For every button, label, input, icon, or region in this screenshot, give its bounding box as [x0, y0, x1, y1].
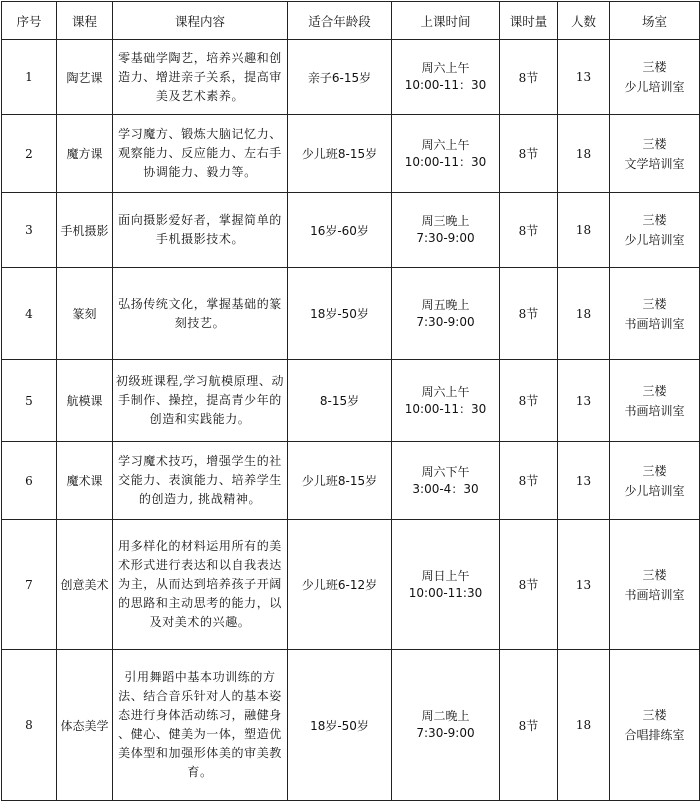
cell-content-line: 造力、增进亲子关系，提高审 [118, 69, 282, 84]
cell-sessions: 8节 [500, 115, 558, 193]
cell-sessions: 8节 [500, 650, 558, 801]
cell-age: 亲子6-15岁 [288, 40, 392, 115]
cell-sessions: 8节 [500, 442, 558, 520]
cell-venue-line: 合唱排练室 [624, 728, 685, 742]
cell-content-line: 为主，从而达到培养孩子开阔 [118, 577, 282, 591]
cell-content [113, 193, 288, 268]
cell-time-line: 3:00-4：30 [412, 481, 479, 496]
cell-index: 6 [2, 442, 57, 520]
cell-venue-line: 少儿培训室 [624, 483, 685, 498]
cell-count: 18 [558, 268, 610, 360]
cell-time-line: 10:00-11：30 [404, 154, 487, 169]
cell-venue-line: 三楼 [642, 60, 667, 74]
cell-content-line: 刻技艺。 [174, 315, 226, 330]
cell-time [392, 360, 500, 442]
cell-course: 篆刻 [57, 268, 113, 360]
cell-venue-line: 书画培训室 [624, 403, 685, 418]
cell-sessions: 8节 [500, 520, 558, 650]
cell-time-line: 周日上午 [421, 568, 470, 583]
cell-content-line: 的思路和主动思考的能力，以 [118, 596, 282, 610]
cell-time-line: 周六上午 [421, 137, 470, 152]
cell-age: 16岁-60岁 [288, 193, 392, 268]
cell-time-line: 7:30-9:00 [416, 726, 475, 740]
cell-content-line: 法、结合音乐针对人的基本姿 [118, 689, 282, 703]
cell-venue-line: 三楼 [642, 383, 667, 398]
cell-course: 创意美术 [57, 520, 113, 650]
cell-time [392, 442, 500, 520]
cell-count: 13 [558, 40, 610, 115]
table-row [2, 193, 700, 268]
header-row [2, 2, 700, 40]
header-sessions: 课时量 [500, 2, 558, 40]
cell-time [392, 115, 500, 193]
cell-sessions: 8节 [500, 40, 558, 115]
cell-venue-line: 书画培训室 [624, 316, 685, 331]
cell-course: 体态美学 [57, 650, 113, 801]
cell-content-line: 育。 [187, 765, 213, 779]
cell-sessions: 8节 [500, 268, 558, 360]
cell-venue [610, 193, 700, 268]
cell-time-line: 10:00-11:30 [408, 585, 483, 600]
cell-time-line: 周二晚上 [421, 709, 470, 723]
cell-time [392, 268, 500, 360]
cell-time [392, 520, 500, 650]
cell-venue-line: 三楼 [642, 213, 667, 227]
cell-content-line: 的创造力, 挑战精神。 [138, 492, 262, 506]
table-row [2, 360, 700, 442]
cell-venue-line: 三楼 [642, 708, 667, 722]
cell-course: 航模课 [57, 360, 113, 442]
cell-venue-line: 三楼 [642, 136, 667, 151]
cell-time-line: 周五晚上 [421, 297, 470, 312]
cell-content-line: 观察能力、反应能力、左右手 [118, 146, 282, 160]
cell-venue-line: 少儿培训室 [624, 80, 685, 94]
cell-content-line: 引用舞蹈中基本功训练的方 [124, 670, 276, 684]
table-row [2, 40, 700, 115]
cell-course: 魔方课 [57, 115, 113, 193]
table-row [2, 520, 700, 650]
cell-index: 1 [2, 40, 57, 115]
cell-index: 3 [2, 193, 57, 268]
cell-count: 18 [558, 115, 610, 193]
cell-age: 少儿班8-15岁 [288, 115, 392, 193]
table-row [2, 442, 700, 520]
cell-age: 18岁-50岁 [288, 650, 392, 801]
cell-content-line: 初级班课程,学习航模原理、动 [115, 374, 285, 388]
cell-count: 13 [558, 442, 610, 520]
cell-content [113, 115, 288, 193]
cell-content-line: 创造和实践能力。 [149, 412, 251, 426]
cell-venue [610, 650, 700, 801]
table-body [2, 40, 700, 801]
cell-content-line: 及对美术的兴趣。 [149, 615, 251, 629]
cell-time-line: 7:30-9:00 [416, 314, 475, 329]
cell-age: 少儿班6-12岁 [288, 520, 392, 650]
cell-content [113, 650, 288, 801]
cell-content-line: 学习魔术技巧，增强学生的社 [118, 454, 282, 468]
cell-index: 5 [2, 360, 57, 442]
table-row [2, 115, 700, 193]
course-schedule-table [1, 1, 700, 801]
cell-age: 8-15岁 [288, 360, 392, 442]
cell-count: 18 [558, 193, 610, 268]
cell-count: 13 [558, 360, 610, 442]
cell-time-line: 10:00-11：30 [404, 78, 487, 92]
cell-content-line: 美及艺术素养。 [155, 88, 245, 103]
cell-content-line: 美体型和加强形体美的审美教 [118, 746, 282, 760]
cell-content-line: 面向摄影爱好者，掌握简单的 [118, 213, 282, 227]
header-count: 人数 [558, 2, 610, 40]
cell-content-line: 协调能力、毅力等。 [143, 165, 257, 179]
cell-sessions: 8节 [500, 193, 558, 268]
cell-content-line: 用多样化的材料运用所有的美 [118, 539, 282, 553]
cell-venue-line: 三楼 [642, 296, 667, 311]
cell-time-line: 周三晚上 [421, 214, 470, 228]
cell-venue [610, 268, 700, 360]
cell-content [113, 40, 288, 115]
cell-time [392, 40, 500, 115]
cell-content-line: 术形式进行表达和以自我表达 [118, 558, 282, 572]
cell-venue [610, 520, 700, 650]
cell-venue-line: 三楼 [642, 463, 667, 478]
table-row [2, 650, 700, 801]
cell-venue [610, 360, 700, 442]
cell-time-line: 10:00-11：30 [404, 401, 487, 416]
cell-time-line: 周六下午 [421, 464, 470, 479]
header-venue: 场室 [610, 2, 700, 40]
header-index: 序号 [2, 2, 57, 40]
cell-sessions: 8节 [500, 360, 558, 442]
cell-time [392, 193, 500, 268]
cell-content [113, 520, 288, 650]
cell-course: 手机摄影 [57, 193, 113, 268]
table-row [2, 268, 700, 360]
cell-content-line: 手机摄影技术。 [155, 232, 245, 246]
cell-time-line: 周六上午 [421, 384, 470, 399]
cell-venue [610, 115, 700, 193]
cell-time-line: 周六上午 [421, 61, 470, 75]
cell-venue [610, 40, 700, 115]
cell-index: 8 [2, 650, 57, 801]
cell-content-line: 学习魔方、锻炼大脑记忆力、 [118, 127, 282, 141]
cell-time [392, 650, 500, 801]
cell-index: 4 [2, 268, 57, 360]
cell-content [113, 360, 288, 442]
cell-venue [610, 442, 700, 520]
cell-venue-line: 文学培训室 [624, 156, 685, 171]
cell-venue-line: 书画培训室 [624, 587, 685, 602]
cell-time-line: 7:30-9:00 [416, 231, 475, 245]
cell-venue-line: 少儿培训室 [624, 233, 685, 247]
cell-course: 陶艺课 [57, 40, 113, 115]
cell-age: 18岁-50岁 [288, 268, 392, 360]
cell-content [113, 442, 288, 520]
cell-content-line: 手制作、操控，提高青少年的 [118, 393, 282, 407]
cell-index: 7 [2, 520, 57, 650]
cell-content-line: 零基础学陶艺，培养兴趣和创 [118, 50, 282, 65]
cell-index: 2 [2, 115, 57, 193]
header-time: 上课时间 [392, 2, 500, 40]
cell-content-line: 态进行身体活动练习，融健身 [118, 708, 282, 722]
cell-count: 13 [558, 520, 610, 650]
cell-venue-line: 三楼 [642, 567, 667, 582]
header-content: 课程内容 [113, 2, 288, 40]
cell-content-line: 弘扬传统文化，掌握基础的篆 [118, 296, 282, 311]
header-course: 课程 [57, 2, 113, 40]
cell-content-line: 、健心、健美为一体，塑造优 [118, 727, 282, 741]
header-age: 适合年龄段 [288, 2, 392, 40]
cell-content [113, 268, 288, 360]
cell-age: 少儿班8-15岁 [288, 442, 392, 520]
cell-count: 18 [558, 650, 610, 801]
cell-content-line: 交能力、表演能力、培养学生 [118, 473, 282, 487]
cell-course: 魔术课 [57, 442, 113, 520]
